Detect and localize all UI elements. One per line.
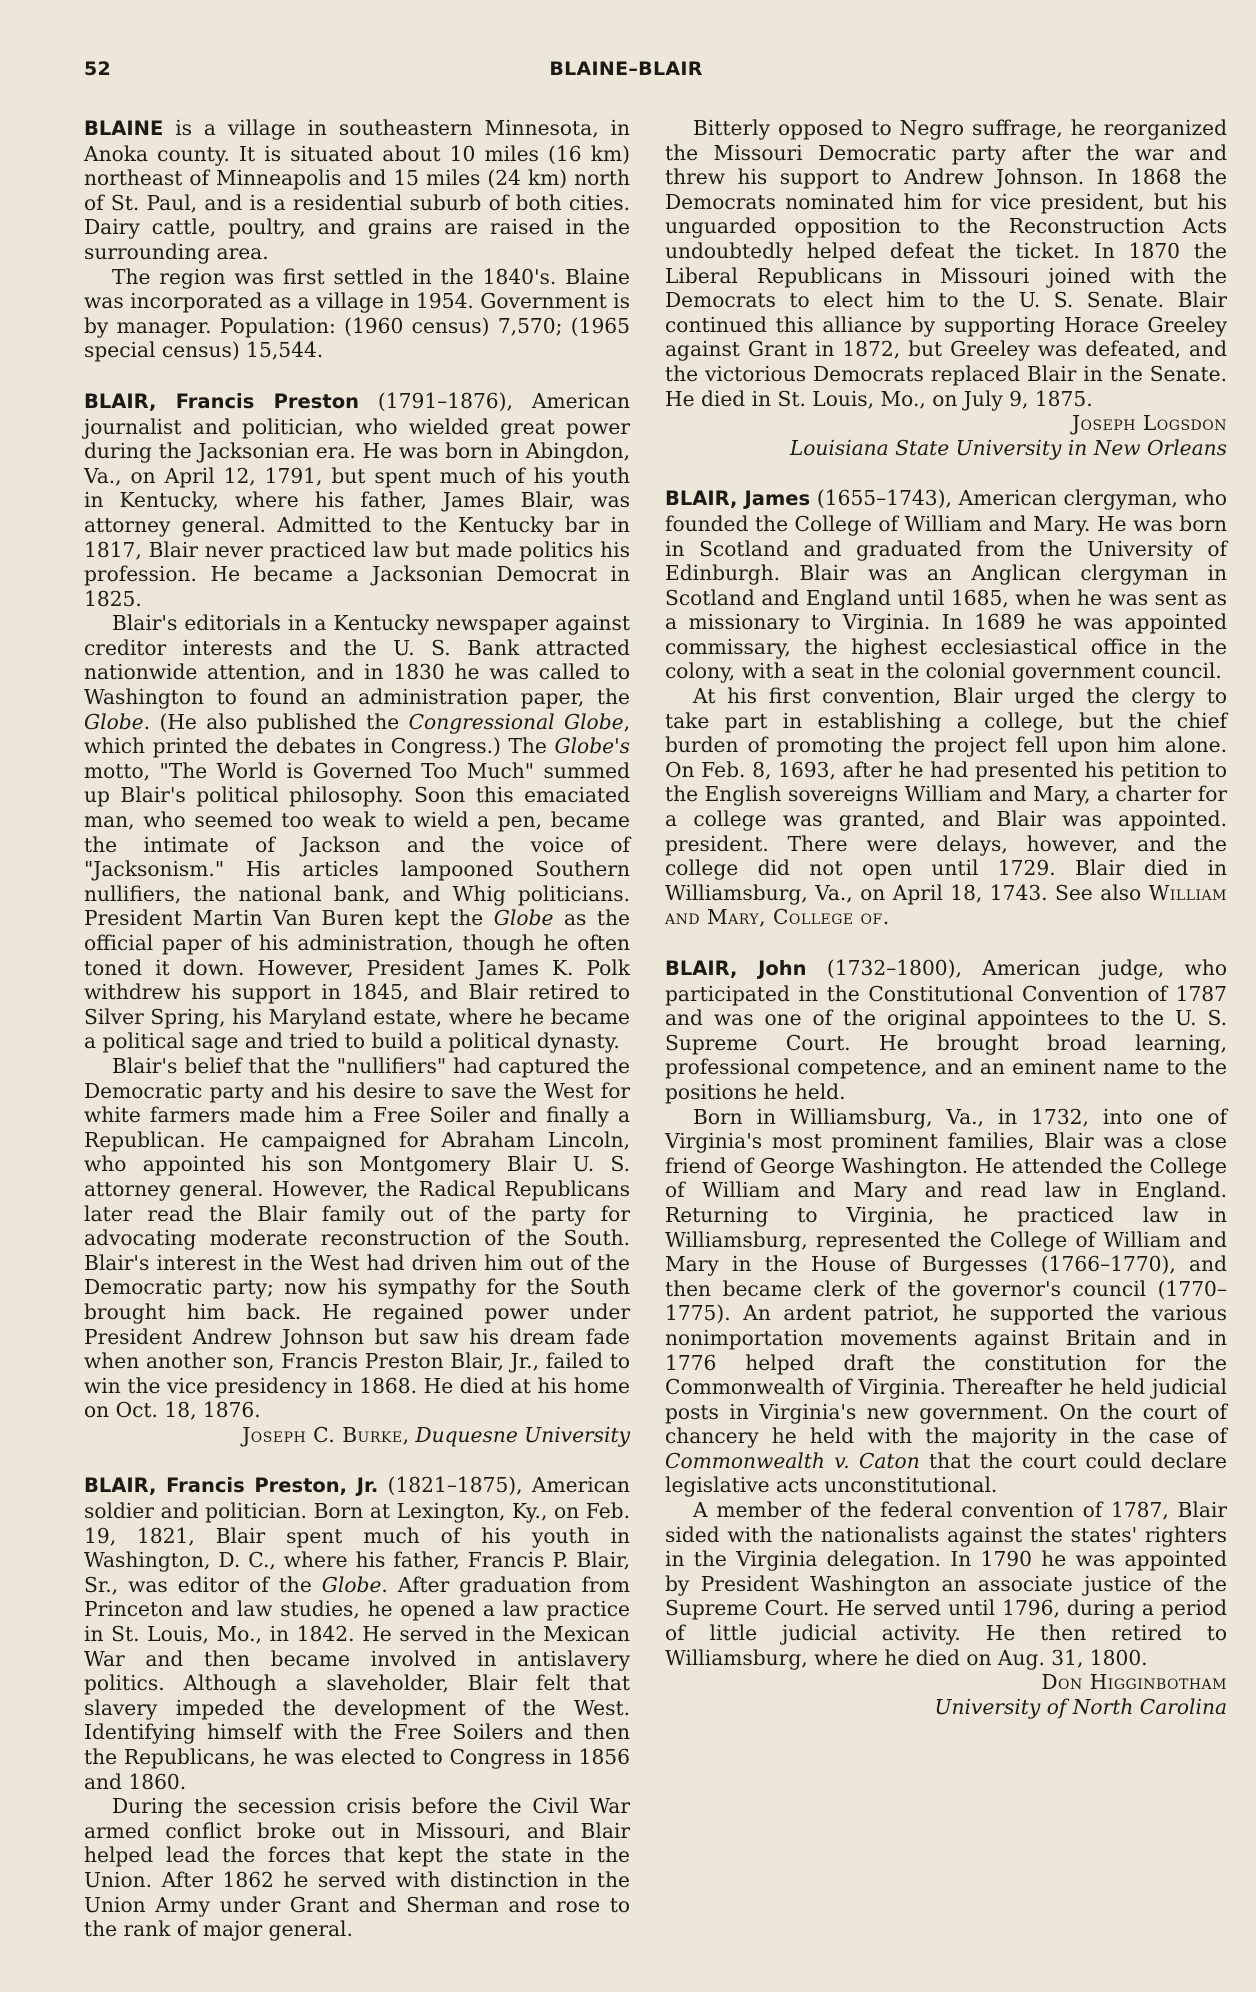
body-text: (1791–1876), American journalist and politician, who wielded great power during the Jacksonian era. He was born in Abingdon, Va., on April 12, 1791, but spent much of his youth in Kentucky, where his father, James Blair, was attorney general. Admitted to the Kentucky bar in 1817, Blair never practiced law but made politics his profession. He became a Jacksonian Democrat in 1825.	[84, 388, 631, 611]
italic-case-name: Commonwealth v. Caton	[665, 1448, 920, 1473]
body-text: (1821–1875), American soldier and politician. Born at Lexington, Ky., on Feb. 19, 1821, Blair spent much of his youth in Washington, D. C., where his father, Francis P. Blair, Sr., was editor of the	[84, 1473, 630, 1597]
author-affiliation: Duquesne University	[415, 1422, 630, 1447]
signature-affiliation: Louisiana State University in New Orleans	[789, 435, 1227, 460]
paragraph: Bitterly opposed to Negro suffrage, he reorganized the Missouri Democratic party after the war and threw his support to Andrew Johnson. In 1868 the Democrats nominated him for vice president, but his unguarded opposition to the Reconstruction Acts undoubtedly helped defeat the ticket. In 1870 the Liberal Republicans in Missouri joined with the Democrats to elect him to the U. S. Senate. Blair continued this alliance by supporting Horace Greeley against Grant in 1872, but Greeley was defeated, and the victorious Democrats replaced Blair in the Senate. He died in St. Louis, Mo., on July 9, 1875.	[665, 116, 1227, 411]
article-blaine	[84, 116, 630, 363]
italic-title: Globe's	[554, 734, 630, 759]
headword: BLAIR, John	[665, 957, 807, 980]
paragraph	[84, 389, 630, 611]
paragraph	[665, 486, 1227, 684]
cross-reference-link[interactable]: William and Mary, College of	[665, 880, 1227, 930]
body-text: , which printed the debates in Congress.) The	[84, 709, 630, 759]
paragraph: Blair's belief that the "nullifiers" had captured the Democratic party and his desire to save the West for white farmers made him a Free Soiler and finally a Republican. He campaigned for Abraham Lincoln, who appointed his son Montgomery Blair U. S. attorney general. However, the Radical Republicans later read the Blair family out of the party for advocating moderate reconstruction of the South. Blair's interest in the West had driven him out of the Democratic party; now his sympathy for the South brought him back. He regained power under President Andrew Johnson but saw his dream fade when another son, Francis Preston Blair, Jr., failed to win the vice presidency in 1868. He died at his home on Oct. 18, 1876.	[84, 1053, 630, 1423]
headword: BLAIR, James	[665, 487, 811, 511]
article-blair-francis-preston-jr	[84, 1473, 630, 1941]
right-column	[665, 116, 1227, 1719]
body-text: . (He also published the	[143, 709, 409, 734]
article-blair-john	[665, 956, 1227, 1719]
body-text: that the court could declare legislative acts unconstitutional.	[665, 1448, 1227, 1498]
body-text: .	[882, 905, 890, 930]
article-blair-francis-preston	[84, 389, 630, 1448]
italic-title: Globe	[84, 709, 144, 734]
paragraph	[84, 116, 630, 265]
body-text: Born in Williamsburg, Va., in 1732, into one of Virginia's most prominent families, Blair was a close friend of George Washington. He attended the College of William and Mary and read law in England. Returning to Virginia, he practiced law in Williamsburg, represented the College of William and Mary in the House of Burgesses (1766–1770), and then became clerk of the governor's council (1770–1775). An ardent patriot, he supported the various nonimportation movements against Britain and in 1776 helped draft the constitution for the Commonwealth of Virginia. Thereafter he held judicial posts in Virginia's new government. On the court of chancery he held with the majority in the case of	[665, 1104, 1227, 1449]
article-blair-francis-preston-jr-cont	[665, 116, 1227, 460]
italic-title: Congressional Globe	[408, 709, 624, 734]
body-text: At his first convention, Blair urged the clergy to take part in establishing a college, but the chief burden of promoting the project fell upon him alone. On Feb. 8, 1693, after he had presented his petition to the English sovereigns William and Mary, a charter for a college was granted, and Blair was appointed. president. There were delays, however, and the college did not open until 1729. Blair died in Williamsburg, Va., on April 18, 1743. See also	[665, 684, 1227, 905]
body-text: motto, "The World is Governed Too Much" summed up Blair's political philosophy. Soon this emaciated man, who seemed too weak to wield a pen, became the intimate of Jackson and the voice of "Jacksonism." His articles lampooned Southern nullifiers, the national bank, and Whig politicians. President Martin Van Buren kept the	[84, 758, 630, 931]
article-blair-james	[665, 486, 1227, 930]
author-name: Don Higginbotham	[1041, 1670, 1227, 1695]
author-name: Joseph Logsdon	[1071, 411, 1227, 436]
left-column	[84, 116, 630, 1942]
body-text: (1732–1800), American judge, who participated in the Constitutional Convention of 1787 and was one of the original appointees to the U. S. Supreme Court. He brought broad learning, professional competence, and an eminent name to the positions he held.	[665, 956, 1227, 1104]
signature-author	[665, 1670, 1227, 1695]
headword: BLAIR, Francis Preston, Jr.	[84, 1474, 379, 1498]
signature-author	[665, 411, 1227, 436]
paragraph: During the secession crisis before the Civil War armed conflict broke out in Missouri, and Blair helped lead the forces that kept the state in the Union. After 1862 he served with distinction in the Union Army under Grant and Sherman and rose to the rank of major general.	[84, 1794, 630, 1942]
paragraph	[84, 1473, 630, 1794]
paragraph	[665, 956, 1227, 1105]
running-head: BLAINE–BLAIR	[549, 58, 703, 80]
signature-affiliation: University of North Carolina	[934, 1694, 1227, 1719]
body-text: Blair's editorials in a Kentucky newspaper against creditor interests and the U. S. Bank attracted nationwide attention, and in 1830 he was called to Washington to found an administration paper, the	[84, 611, 630, 710]
paragraph: A member of the federal convention of 1787, Blair sided with the nationalists against the states' righters in the Virginia delegation. In 1790 he was appointed by President Washington an associate justice of the Supreme Court. He served until 1796, during a period of little judicial activity. He then retired to Williamsburg, where he died on Aug. 31, 1800.	[665, 1498, 1227, 1670]
headword: BLAIR, Francis Preston	[84, 389, 359, 413]
italic-title: Globe	[321, 1572, 382, 1597]
paragraph: The region was first settled in the 1840's. Blaine was incorporated as a village in 1954. Government is by manager. Population: (1960 census) 7,570; (1965 special census) 15,544.	[84, 264, 630, 363]
body-text: is a village in southeastern Minnesota, in Anoka county. It is situated about 10 miles (16 km) northeast of Minneapolis and 15 miles (24 km) north of St. Paul, and is a residential suburb of both cities. Dairy cattle, poultry, and grains are raised in the surrounding area.	[84, 116, 630, 264]
signature: Joseph C. Burke, Duquesne University	[242, 1422, 630, 1447]
paragraph	[665, 684, 1227, 930]
page-header	[84, 58, 1168, 90]
italic-title: Globe	[493, 906, 554, 931]
body-text: as the official paper of his administration, though he often toned it down. However, President James K. Polk withdrew his support in 1845, and Blair retired to Silver Spring, his Maryland estate, where he became a political sage and tried to build a political dynasty.	[84, 906, 630, 1054]
paragraph	[84, 611, 630, 1054]
body-text: . After graduation from Princeton and law studies, he opened a law practice in St. Louis, Mo., in 1842. He served in the Mexican War and then became involved in antislavery politics. Although a slaveholder, Blair felt that slavery impeded the development of the West. Identifying himself with the Free Soilers and then the Republicans, he was elected to Congress in 1856 and 1860.	[84, 1572, 630, 1794]
page-number: 52	[84, 58, 112, 80]
paragraph	[665, 1105, 1227, 1499]
author-name: Joseph C. Burke	[242, 1422, 403, 1447]
headword: BLAINE	[84, 117, 164, 140]
body-text: (1655–1743), American clergyman, who founded the College of William and Mary. He was born in Scotland and graduated from the University of Edinburgh. Blair was an Anglican clergyman in Scotland and England until 1685, when he was sent as a missionary to Virginia. In 1689 he was appointed commissary, the highest ecclesiastical office in the colony, with a seat in the colonial government council.	[665, 486, 1227, 684]
